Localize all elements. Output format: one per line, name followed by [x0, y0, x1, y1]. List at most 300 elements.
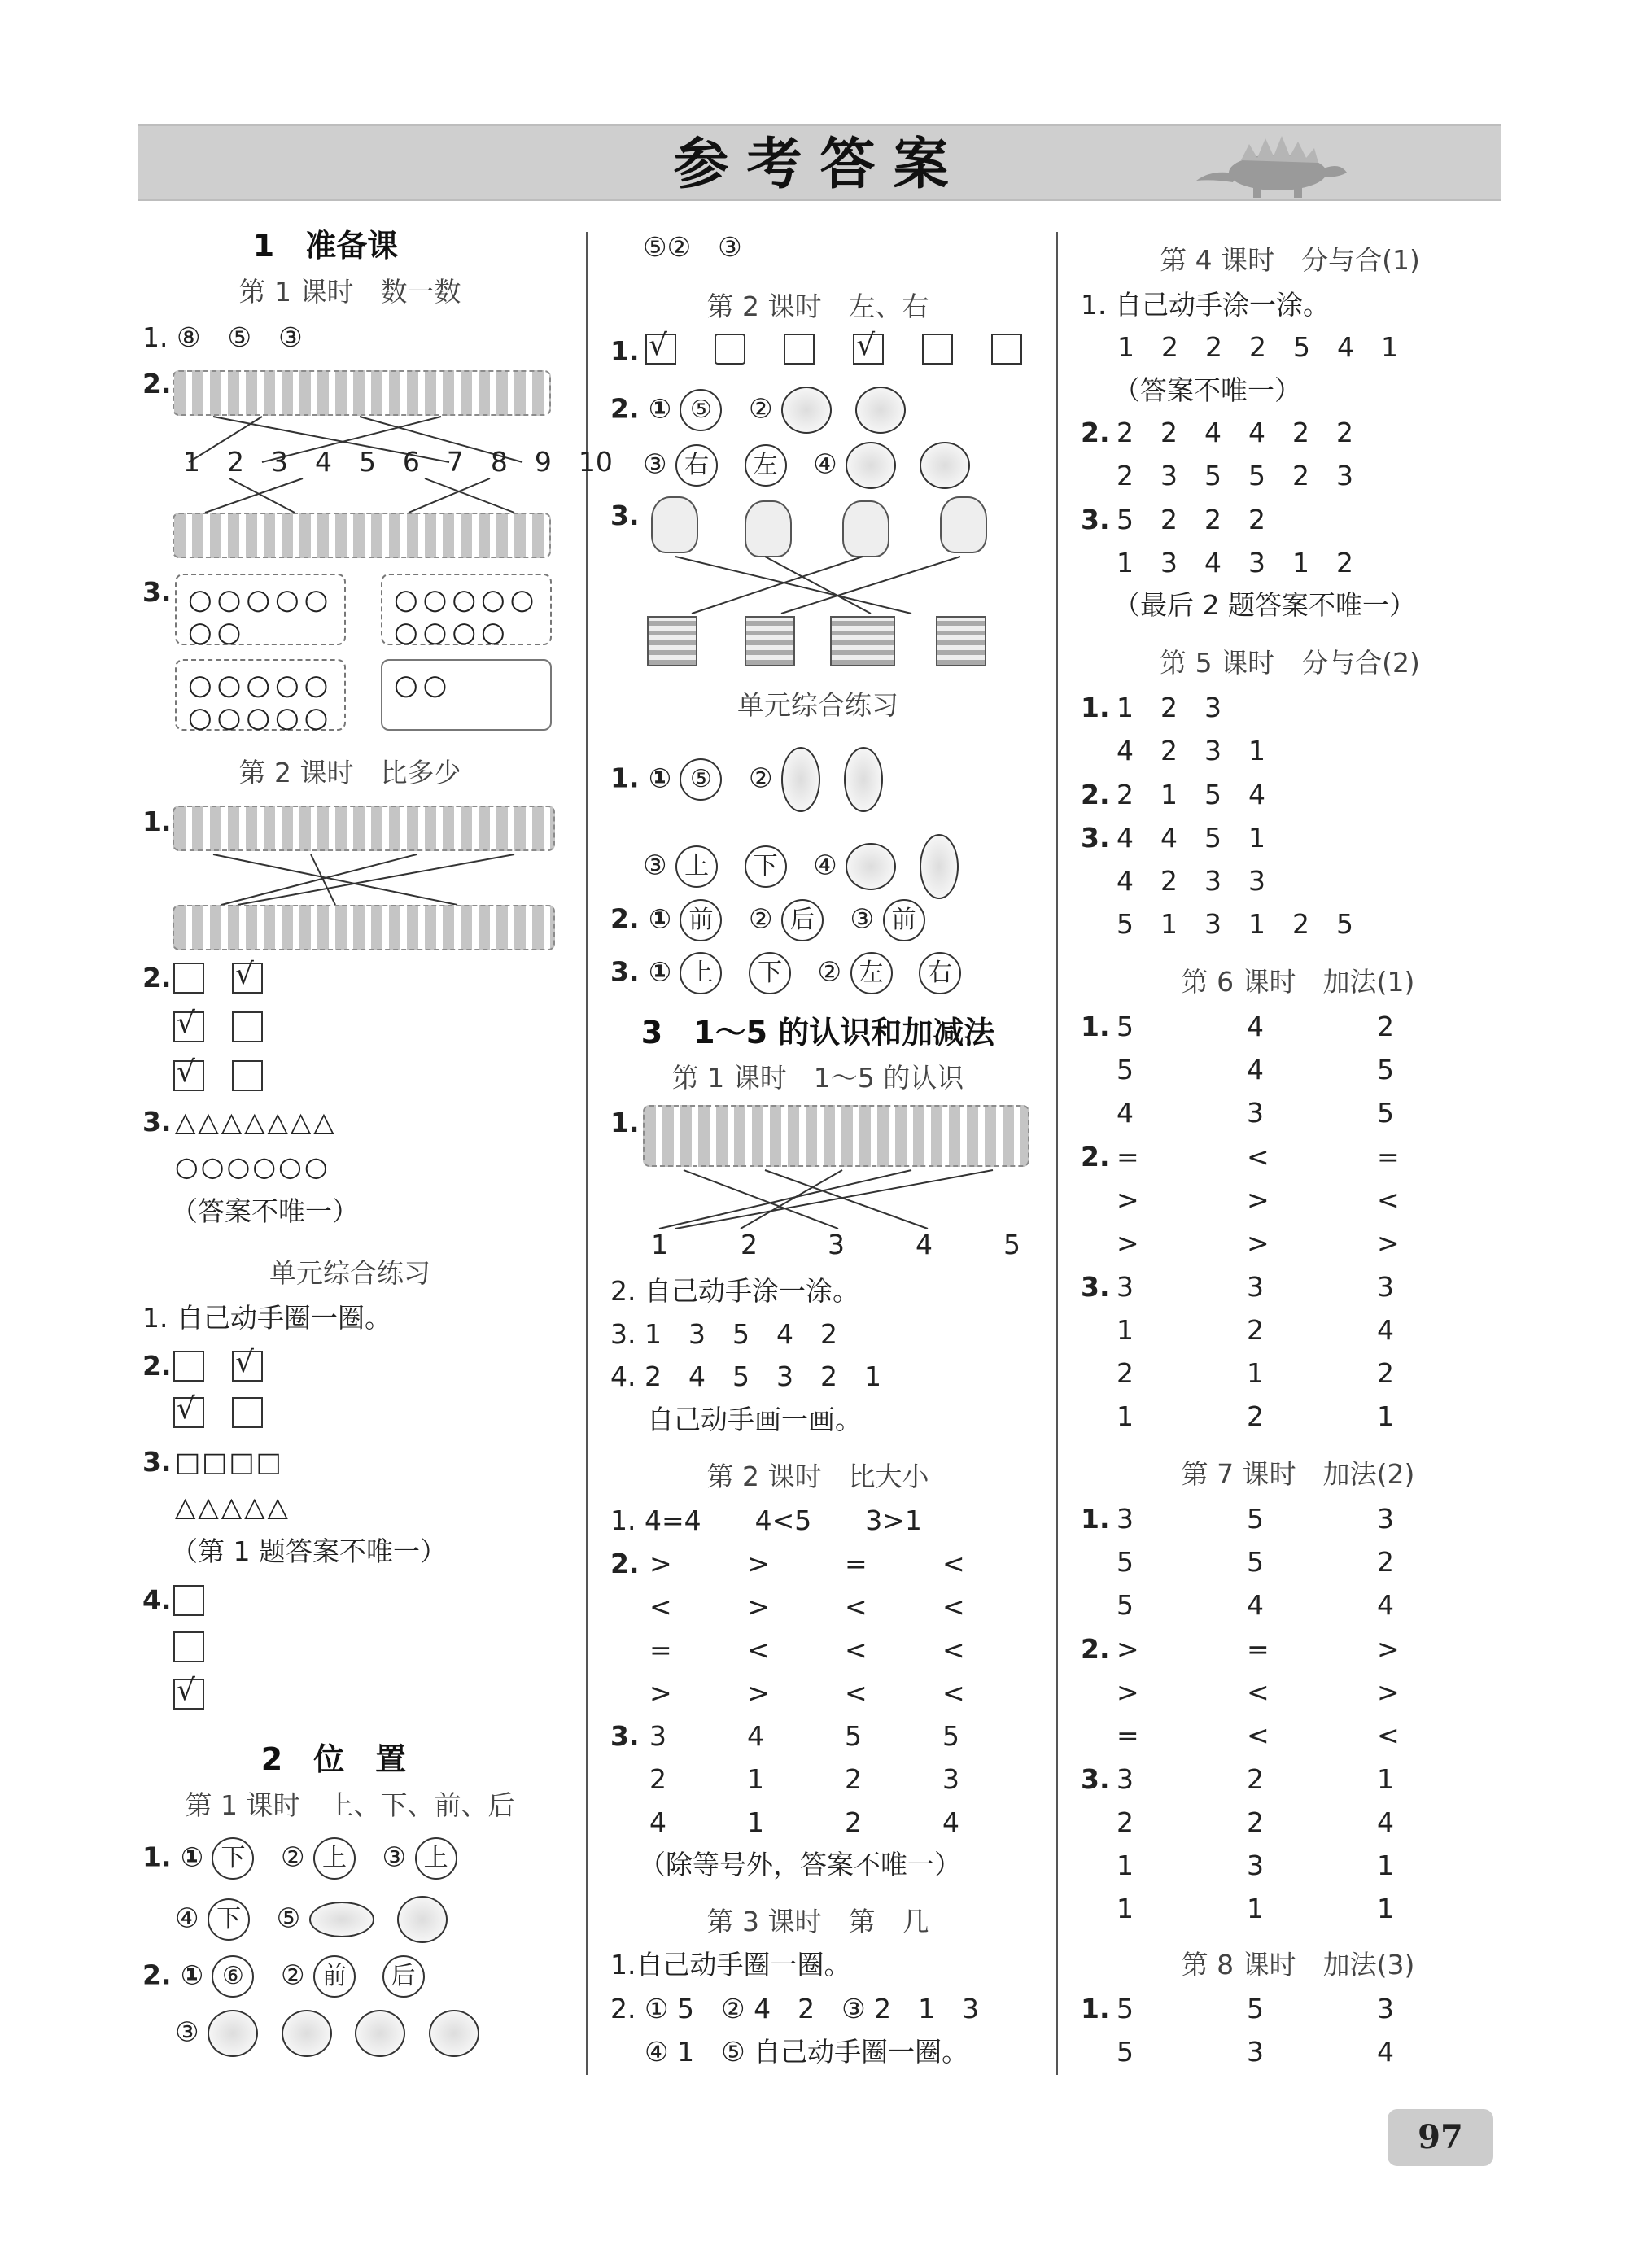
animal-picture-icon — [920, 834, 959, 899]
answer-line: 3. ① 上 下 ② 左 右 — [610, 952, 979, 994]
note: （第 1 题答案不唯一） — [171, 1535, 447, 1567]
answer-cell: 2 — [845, 1806, 862, 1838]
lesson-title: 第 2 课时 比大小 — [706, 1461, 929, 1492]
answer-line: 自己动手画一画。 — [647, 1404, 862, 1435]
answer-cell: 5 — [1117, 1054, 1134, 1085]
column-divider — [586, 232, 588, 2075]
answer-cell: 2 — [1204, 504, 1222, 535]
lesson-title: 第 1 课时 数一数 — [238, 276, 461, 308]
answer-box-checked — [232, 1351, 263, 1382]
circled-answer: 下 — [749, 952, 791, 994]
answer-cell: 4 — [1160, 822, 1178, 854]
answer-box — [232, 1060, 263, 1091]
question-label: 3. — [1081, 1763, 1110, 1795]
answer-cell: 4 — [1377, 1589, 1394, 1621]
answer-cell: 2 — [1292, 460, 1309, 491]
answer-cell: 2 — [845, 1763, 862, 1795]
circle-group: ○○○○○ ○○ — [175, 574, 346, 645]
question-label: 1. — [1081, 692, 1110, 723]
answer-cell: 2 — [1117, 1806, 1134, 1838]
answer-box — [173, 1585, 204, 1616]
circle-box — [715, 334, 745, 365]
answer-cell: 5 — [1117, 504, 1134, 535]
question-label: 1. — [1081, 1993, 1110, 2024]
answer-box — [173, 1631, 204, 1662]
answer-cell: 3 — [1377, 1503, 1394, 1535]
lesson-title: 第 1 课时 上、下、前、后 — [185, 1789, 515, 1821]
answer-cell: 1 — [1247, 1893, 1264, 1924]
checkbox-col — [173, 1631, 232, 1662]
answer-line: 2. ① 5 ② 4 2 ③ 2 1 3 — [610, 1993, 980, 2024]
answer-line: 1. ① ⑤ ② — [610, 747, 898, 812]
unit3-title: 3 1～5 的认识和加减法 — [640, 1015, 995, 1050]
answer-cell: 2 — [1160, 504, 1178, 535]
square-row: □□□□ — [175, 1446, 283, 1478]
page-number: 97 — [1388, 2109, 1493, 2166]
answer-cell: 5 — [1377, 1054, 1394, 1085]
answer-cell: 2 — [1247, 1763, 1264, 1795]
answer-line: ④ 1 ⑤ 自己动手圈一圈。 — [645, 2036, 969, 2068]
answer-cell: 1 — [747, 1806, 764, 1838]
answer-cell: 5 — [1117, 1546, 1134, 1578]
answer-cell: < — [1247, 1141, 1270, 1173]
answer-line: ③ — [175, 2010, 494, 2057]
answer-cell: > — [1377, 1227, 1400, 1259]
answer-cell: 5 — [1336, 908, 1353, 940]
circled-answer: 上 — [675, 845, 718, 888]
answer-line: 1. 4=4 4<5 3>1 — [610, 1505, 922, 1536]
deer-picture-icon — [940, 496, 987, 553]
lesson-title: 第 2 课时 比多少 — [238, 757, 461, 788]
question-label: 2. — [610, 1548, 640, 1579]
answer-cell: 2 — [1247, 1314, 1264, 1346]
answer-cell: 2 — [1247, 1806, 1264, 1838]
symbol-box-row — [645, 334, 1050, 365]
answer-cell: 1 — [1160, 779, 1178, 810]
answer-line: 2. 自己动手涂一涂。 — [610, 1275, 859, 1307]
answer-cell: 3 — [1247, 1850, 1264, 1881]
answer-cell: 3 — [1204, 692, 1222, 723]
animal-picture-icon — [429, 2010, 479, 2057]
circled-answer: 左 — [850, 952, 893, 994]
question-label: 3. — [142, 1106, 172, 1138]
answer-cell: 5 — [1377, 1097, 1394, 1129]
question-label: 1. — [142, 806, 172, 837]
answer-cell: = — [1117, 1141, 1139, 1173]
circled-answer: ⑥ — [212, 1955, 254, 1998]
circled-answer: 前 — [680, 899, 722, 941]
house-picture-icon — [830, 616, 895, 666]
answer-cell: 1 — [1377, 1400, 1394, 1432]
circled-answer: 前 — [313, 1955, 356, 1998]
question-label: 3. — [1081, 1271, 1110, 1303]
triangle-row: △△△△△ — [175, 1491, 291, 1522]
answer-cell: 3 — [1204, 735, 1222, 766]
number: 7 — [446, 446, 464, 478]
answer-box — [232, 1397, 263, 1428]
answer-cell: > — [1247, 1184, 1270, 1216]
answer-cell: 5 — [1247, 1546, 1264, 1578]
unit1-title: 1 准备课 — [252, 228, 399, 264]
answer-cell: > — [1247, 1227, 1270, 1259]
answer-box-checked — [173, 1011, 204, 1042]
circled-answer: 后 — [382, 1955, 425, 1998]
answer-box-checked — [173, 1397, 204, 1428]
answer-line: 2. ① 前 ② 后 ③ 前 — [610, 899, 943, 941]
answer-cell: 2 — [1336, 417, 1353, 448]
answer-cell: 1 — [1377, 1893, 1394, 1924]
answer-box — [173, 963, 204, 994]
answer-cell: > — [1377, 1676, 1400, 1708]
answer-cell: 4 — [747, 1720, 764, 1752]
lesson-title: 第 1 课时 1～5 的认识 — [671, 1062, 964, 1094]
answer-cell: 1 — [1117, 1314, 1134, 1346]
section-title: 单元综合练习 — [737, 689, 898, 721]
unit2-title: 2 位 置 — [260, 1741, 407, 1777]
circled-answer: 上 — [415, 1837, 457, 1880]
number: 4 — [314, 446, 332, 478]
circled-answer: ⑤ — [680, 758, 722, 801]
circled-answer: 下 — [212, 1837, 254, 1880]
answer-cell: 2 — [1117, 779, 1134, 810]
question-label: 2. — [1081, 1141, 1110, 1173]
answer-cell: 5 — [1248, 460, 1265, 491]
answer-cell: 5 — [1247, 1503, 1264, 1535]
answer-line: 1 2 2 2 5 4 1 — [1117, 331, 1398, 363]
answer-line: 1. 自己动手涂一涂。 — [1081, 289, 1330, 321]
answer-cell: 5 — [1204, 779, 1222, 810]
question-label: 3. — [610, 1720, 640, 1752]
number: 3 — [270, 446, 288, 478]
comparison-picture — [173, 806, 555, 851]
answer-line: ③ 右 左 ④ — [643, 442, 985, 489]
answer-cell: 3 — [1336, 460, 1353, 491]
answer-cell: 2 — [1160, 692, 1178, 723]
answer-cell: 1 — [1117, 1893, 1134, 1924]
answer-cell: > — [649, 1548, 672, 1579]
counting-picture — [173, 370, 551, 416]
animal-picture-icon — [846, 843, 896, 890]
number: 9 — [534, 446, 552, 478]
note: （除等号外，答案不唯一） — [639, 1849, 961, 1880]
triangle-row: △△△△△△△ — [175, 1106, 337, 1138]
answer-cell: < — [747, 1634, 770, 1666]
answer-cell: 4 — [1117, 1097, 1134, 1129]
answer-cell: > — [1117, 1633, 1139, 1665]
cat-picture-icon — [745, 500, 792, 557]
answer-line: 4. 2 4 5 3 2 1 — [610, 1360, 881, 1392]
column-divider — [1056, 232, 1058, 2075]
penguin-picture-icon — [842, 500, 889, 557]
answer-cell: 3 — [1247, 1097, 1264, 1129]
question-label: 3. — [1081, 504, 1110, 535]
answer-cell: 1 — [1248, 908, 1265, 940]
answer-cell: > — [1117, 1184, 1139, 1216]
answer-cell: 3 — [1248, 865, 1265, 897]
rabbit-picture-icon — [844, 747, 883, 812]
page-title: 参考答案 — [673, 132, 967, 197]
answer-cell: 4 — [1204, 547, 1222, 579]
animal-picture-icon — [355, 2010, 405, 2057]
answer-cell: 2 — [1117, 417, 1134, 448]
answer-cell: 1 — [747, 1763, 764, 1795]
answer-cell: 3 — [1377, 1271, 1394, 1303]
answer-box-checked — [645, 334, 676, 365]
question-label: 2. — [1081, 779, 1110, 810]
checkbox-row — [173, 1397, 291, 1428]
circled-answer: 右 — [675, 444, 718, 487]
answer-cell: 4 — [1377, 2036, 1394, 2068]
answer-cell: 2 — [1248, 504, 1265, 535]
note: （答案不唯一） — [171, 1195, 359, 1227]
answer-cell: > — [747, 1677, 770, 1709]
answer-cell: 3 — [1204, 908, 1222, 940]
answer-cell: 1 — [1377, 1763, 1394, 1795]
answer-line: 1.自己动手圈一圈。 — [610, 1949, 851, 1981]
answer-line: ③ 上 下 ④ — [643, 834, 973, 899]
number: 10 — [578, 446, 613, 478]
answer-box-checked — [173, 1060, 204, 1091]
question-label: 2. — [142, 962, 172, 994]
question-label: 3. — [1081, 822, 1110, 854]
answer-line: 2. ① ⑥ ② 前 后 — [142, 1955, 443, 1998]
answer-box — [232, 1011, 263, 1042]
answer-cell: 2 — [1292, 417, 1309, 448]
answer-cell: 3 — [1248, 547, 1265, 579]
answer-cell: < — [942, 1591, 965, 1623]
number: 1 — [183, 446, 200, 478]
question-label: 2. — [1081, 417, 1110, 448]
answer-cell: 3 — [1377, 1993, 1394, 2024]
answer-cell: 5 — [1117, 1011, 1134, 1042]
answer-cell: 2 — [649, 1763, 666, 1795]
animal-picture-icon — [781, 747, 820, 812]
number-row — [183, 446, 613, 478]
section-title: 单元综合练习 — [269, 1257, 430, 1289]
checkbox-row — [173, 1351, 291, 1382]
fruit-picture-icon — [781, 387, 832, 434]
circled-answer: 右 — [919, 952, 961, 994]
house-picture-icon — [647, 616, 697, 666]
question-label: 3. — [142, 576, 172, 608]
answer-cell: 2 — [1292, 908, 1309, 940]
answer-cell: 1 — [1377, 1850, 1394, 1881]
answer-cell: < — [942, 1548, 965, 1579]
question-label: 2. — [1081, 1633, 1110, 1665]
checkbox-row — [173, 963, 291, 994]
dog-picture-icon — [651, 496, 698, 553]
number: 2 — [741, 1229, 758, 1260]
answer-cell: = — [649, 1634, 672, 1666]
answer-cell: 2 — [1377, 1011, 1394, 1042]
circled-answer: 下 — [745, 845, 787, 888]
answer-cell: 2 — [1247, 1400, 1264, 1432]
circle-box — [922, 334, 953, 365]
number: 1 — [651, 1229, 668, 1260]
answer-box — [173, 1351, 204, 1382]
circled-answer: ⑤ — [680, 389, 722, 431]
circled-answer: 前 — [883, 899, 925, 941]
answer-cell: > — [747, 1591, 770, 1623]
number: 2 — [226, 446, 244, 478]
answer-cell: 5 — [1117, 908, 1134, 940]
answer-cell: = — [845, 1548, 868, 1579]
circled-answer: 上 — [680, 952, 722, 994]
dinosaur-icon — [1188, 124, 1359, 201]
answer-cell: 4 — [1377, 1806, 1394, 1838]
number: 8 — [490, 446, 508, 478]
circled-answer: 后 — [781, 899, 824, 941]
house-picture-icon — [745, 616, 795, 666]
answer-line: 2. ① ⑤ ② — [610, 387, 920, 434]
circled-answer: 下 — [208, 1898, 250, 1941]
circle-group: ○○○○○ ○○○○○ — [175, 659, 346, 731]
checkbox-row — [173, 1011, 291, 1042]
elephant-picture-icon — [208, 2010, 258, 2057]
number: 5 — [1003, 1229, 1020, 1260]
circle-group: ○○ — [381, 659, 552, 731]
answer-cell: < — [845, 1591, 868, 1623]
answer-cell: 4 — [1117, 865, 1134, 897]
number: 6 — [402, 446, 420, 478]
lesson-title: 第 5 课时 分与合(2) — [1160, 647, 1420, 679]
answer-cell: 5 — [1204, 460, 1222, 491]
question-label: 3. — [610, 500, 640, 531]
answer-cell: 4 — [1248, 417, 1265, 448]
answer-cell: 3 — [942, 1763, 959, 1795]
answer-cell: < — [649, 1591, 672, 1623]
banana-picture-icon — [855, 387, 906, 434]
hat-picture-icon — [309, 1902, 374, 1937]
answer-cell: 5 — [1117, 1589, 1134, 1621]
answer-cell: < — [845, 1634, 868, 1666]
answer-cell: 4 — [1248, 779, 1265, 810]
answer-box-checked — [853, 334, 884, 365]
circle-box — [784, 334, 815, 365]
grape-picture-icon — [920, 442, 970, 489]
matching-lines — [173, 851, 555, 908]
answer-cell: = — [1247, 1633, 1270, 1665]
lesson-title: 第 8 课时 加法(3) — [1181, 1949, 1415, 1981]
answer-cell: 1 — [1248, 735, 1265, 766]
answer-cell: 4 — [649, 1806, 666, 1838]
question-label: 1. — [610, 1107, 640, 1138]
number: 4 — [916, 1229, 933, 1260]
answer-cell: = — [1377, 1141, 1400, 1173]
answer-cell: 3 — [649, 1720, 666, 1752]
answer-cell: 3 — [1117, 1763, 1134, 1795]
answer-line: ④ 下 ⑤ — [175, 1896, 462, 1943]
answer-cell: 4 — [1247, 1054, 1264, 1085]
checkbox-row — [173, 1060, 291, 1091]
answer-cell: < — [845, 1677, 868, 1709]
number: 3 — [828, 1229, 845, 1260]
question-label: 1. — [610, 335, 640, 367]
circle-box — [991, 334, 1022, 365]
question-label: 4. — [142, 1584, 172, 1616]
answer-cell: 4 — [1377, 1314, 1394, 1346]
note: （最后 2 题答案不唯一） — [1113, 589, 1416, 621]
answer-cell: 2 — [1160, 417, 1178, 448]
question-label: 2. — [142, 1350, 172, 1382]
answer-cell: 2 — [1377, 1546, 1394, 1578]
matching-lines — [643, 1167, 1034, 1232]
answer-line: 1. ⑧ ⑤ ③ — [142, 321, 303, 353]
answer-cell: 2 — [1377, 1357, 1394, 1389]
answer-cell: 4 — [1117, 735, 1134, 766]
answer-cell: 4 — [942, 1806, 959, 1838]
answer-cell: 3 — [1160, 460, 1178, 491]
answer-cell: > — [747, 1548, 770, 1579]
answer-cell: 1 — [1248, 822, 1265, 854]
answer-cell: 3 — [1117, 1271, 1134, 1303]
answer-cell: 5 — [1117, 1993, 1134, 2024]
answer-cell: > — [1117, 1676, 1139, 1708]
answer-cell: 5 — [1247, 1993, 1264, 2024]
answer-cell: < — [1377, 1719, 1400, 1751]
answer-cell: 4 — [1247, 1011, 1264, 1042]
answer-cell: 4 — [1117, 822, 1134, 854]
number: 5 — [358, 446, 376, 478]
checkbox-col — [173, 1585, 232, 1616]
answer-cell: 3 — [1117, 1503, 1134, 1535]
answer-cell: < — [942, 1634, 965, 1666]
lesson-title: 第 4 课时 分与合(1) — [1160, 244, 1420, 276]
answer-cell: < — [1247, 1719, 1270, 1751]
answer-box-checked — [173, 1679, 204, 1710]
answer-cell: 3 — [1247, 1271, 1264, 1303]
circled-answer: 左 — [745, 444, 787, 487]
answer-cell: 1 — [1117, 547, 1134, 579]
answer-cell: 3 — [1247, 2036, 1264, 2068]
question-label: 2. — [142, 368, 172, 400]
circled-answer: 上 — [313, 1837, 356, 1880]
answer-cell: 5 — [1204, 822, 1222, 854]
lesson-title: 第 6 课时 加法(1) — [1181, 966, 1415, 998]
comparison-picture — [173, 905, 555, 950]
question-label: 1. — [1081, 1011, 1110, 1042]
circle-group: ○○○○○ ○○○○ — [381, 574, 552, 645]
lesson-title: 第 7 课时 加法(2) — [1181, 1458, 1415, 1490]
answer-cell: 1 — [1117, 692, 1134, 723]
answer-cell: > — [649, 1677, 672, 1709]
peach-picture-icon — [846, 442, 896, 489]
answer-line: 1. ① 下 ② 上 ③ 上 — [142, 1837, 475, 1880]
matching-lines — [643, 553, 1001, 618]
counting-picture — [173, 513, 551, 558]
answer-cell: 1 — [1160, 908, 1178, 940]
answer-cell: = — [1117, 1719, 1139, 1751]
lesson-title: 第 3 课时 第 几 — [706, 1906, 929, 1937]
answer-cell: 1 — [1247, 1357, 1264, 1389]
lesson-title: 第 2 课时 左、右 — [706, 290, 929, 322]
answer-cell: 5 — [845, 1720, 862, 1752]
answer-cell: 5 — [1117, 2036, 1134, 2068]
note: （答案不唯一） — [1113, 374, 1301, 406]
answer-cell: 1 — [1292, 547, 1309, 579]
answer-cell: 3 — [1204, 865, 1222, 897]
house-picture-icon — [936, 616, 986, 666]
answer-cell: 4 — [1204, 417, 1222, 448]
counting-picture — [643, 1105, 1029, 1167]
answer-cell: 2 — [1160, 735, 1178, 766]
answer-cell: 2 — [1117, 1357, 1134, 1389]
question-label: 3. — [142, 1446, 172, 1478]
answer-cell: 1 — [1117, 1400, 1134, 1432]
answer-cell: < — [942, 1677, 965, 1709]
person-picture-icon — [397, 1896, 448, 1943]
answer-cell: 4 — [1247, 1589, 1264, 1621]
